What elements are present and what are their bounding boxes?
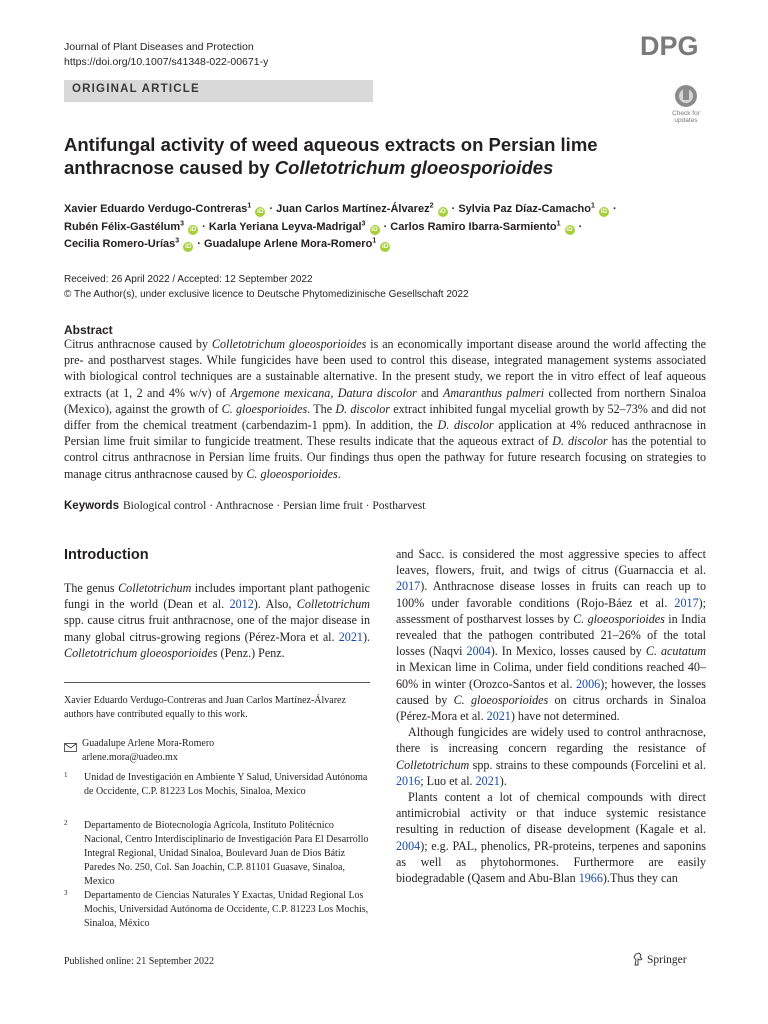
author-name: Xavier Eduardo Verdugo-Contreras [64, 203, 248, 215]
text-run: extract inhibited fungal mycelial growth by 52–73% and did not differ from the chemical treatment (carbendazim-1 ppm). In addition, the [64, 401, 706, 433]
text-run: C. gloesporioides [221, 401, 308, 416]
author-name: Juan Carlos Martínez-Álvarez [276, 203, 430, 215]
text-run: (Penz.) Penz. [217, 645, 285, 660]
check-updates-icon [666, 83, 706, 125]
orcid-icon[interactable]: iD [184, 243, 192, 251]
text-run: application at 4% reduced anthracnose in Persian lime fruit similar to fungicide treatment. These results indicate that the aqueous extract of [64, 418, 707, 449]
text-run: C. gloeosporioides [246, 466, 338, 481]
text-run: ); however, the losses caused by [396, 676, 706, 707]
copyright: © The Author(s), under exclusive licence to Deutsche Phytomedizinische Gesellschaft 2022 [64, 288, 469, 300]
orcid-icon[interactable]: iD [566, 225, 573, 233]
author-list: Xavier Eduardo Verdugo-Contreras$^1$ iD · Juan Carlos Martínez-Álvarez$^2$ iD · Sylvia Paz Díaz-Camacho$^1$ iD · Rubén Félix-Gastélum$^3$ iD · Karla Yeriana Leyva-Madrigal$^3$ iD · Carlos Ramiro Ibarra-Sarmiento$^1$ iD · Cecilia Romero-Urías$^3$ iD · Guadalupe Arlene Mora-Romero$^1$ iD [64, 202, 617, 251]
citation-link[interactable]: 2021 [475, 773, 500, 788]
author [276, 203, 448, 215]
author-name: Carlos Ramiro Ibarra-Sarmiento [390, 220, 557, 233]
orcid-icon[interactable]: iD [189, 225, 197, 233]
orcid-icon[interactable]: iD [600, 208, 608, 215]
author-affiliation-number: 2 [429, 202, 434, 210]
author [64, 203, 266, 215]
orcid-icon[interactable]: iD [371, 225, 378, 233]
citation-link[interactable]: 2004 [466, 644, 491, 659]
orcid-icon[interactable]: iD [439, 208, 446, 215]
author-affiliation-number: 1 [591, 202, 595, 210]
text-run: ).Thus they can [602, 871, 678, 886]
citation-link[interactable]: 2006 [576, 676, 601, 691]
text-run: ; Luo et al. [420, 773, 476, 788]
citation-link[interactable]: 2016 [396, 773, 421, 788]
corresponding-author [82, 737, 370, 765]
check-for-updates-badge[interactable] [666, 83, 706, 125]
text-run: ). In Mexico, losses caused by [490, 644, 646, 659]
abstract-heading: Abstract [64, 323, 113, 337]
text-run: is an economically important disease around the world affecting the pre- and postharvest stages. While fungicides have been used to control this disease, integrated management systems associated with biological control techniques are a sustainable alternative. In the present study, we report the in vitro effect of leaf aqueous extracts (at 1, 2 and 4% w/v) of [64, 337, 706, 400]
text-run: spp. cause citrus fruit anthracnose, one of the major disease in many global citrus-growing regions (Pérez-Mora et al. [64, 613, 370, 644]
text-run: includes important plant pathogenic fungi in the world (Dean et al. [64, 581, 370, 612]
affiliation-2: 2 Departamento de Biotecnología Agrícola, Instituto Politécnico Nacional, Centro Interdisciplinario de Investigación Para El Desarrollo Integral Regional, Unidad Sinaloa, Boulevard Juan de Dios Bátiz Paredes No. 250, Col. San Joachin, C.P. 81101 Guasave, Sinaloa, Mexico [64, 819, 369, 887]
text-run: D. discolor [552, 434, 608, 449]
springer-label: Springer [647, 954, 687, 966]
author [204, 238, 391, 250]
author-name: Sylvia Paz Díaz-Camacho [458, 203, 591, 215]
title-line-1: Antifungal activity of weed aqueous extracts on Persian lime [64, 134, 598, 155]
text-run: Colletotrichum [296, 597, 370, 612]
introduction-heading: Introduction [64, 547, 149, 563]
citation-link[interactable]: 1966 [578, 871, 603, 886]
corresponding-email[interactable]: arlene.mora@uadeo.mx [82, 752, 178, 763]
abstract-body [64, 336, 706, 482]
text-run: collected from northern Sinaloa (Mexico), against the growth of [64, 385, 706, 416]
text-run: Colletotrichum gloeosporioides [64, 645, 218, 660]
received-accepted: Received: 26 April 2022 / Accepted: 12 September 2022 [64, 274, 313, 285]
text-run: and Sacc. is considered the most aggressive species to affect leaves, flowers, fruit, and twigs of citrus (Guarnaccia et al. [396, 547, 706, 578]
affiliation-3: 3 Departamento de Ciencias Naturales Y Exactas, Unidad Regional Los Mochis, Universidad Autónoma de Occidente, C.P. 81223 Los Mochis, Sinaloa, México [64, 889, 369, 929]
dpg-logo [640, 30, 706, 62]
text-run: Citrus anthracnose caused by [64, 337, 212, 351]
keywords-text: Biological control · Anthracnose · Persian lime fruit · Postharvest [122, 500, 426, 512]
author-affiliation-number: 3 [361, 219, 366, 227]
contribution-note: Xavier Eduardo Verdugo-Contreras and Juan Carlos Martínez-Álvarez authors have contributed equally to this work. [64, 695, 346, 720]
author [458, 203, 610, 215]
text-run: D. discolor [437, 418, 494, 433]
footnote-divider [64, 682, 370, 683]
citation-link[interactable]: 2017 [674, 595, 699, 610]
journal-info [64, 40, 268, 70]
intro-paragraph [396, 789, 706, 886]
orcid-icon[interactable]: iD [257, 208, 264, 215]
text-run: spp. strains to these compounds (Forcelini et al. [469, 757, 706, 772]
text-run: Amaranthus palmeri [442, 385, 545, 400]
text-run: ); e.g. PAL, phenolics, PR-proteins, terpenes and saponins as well as phytohormones. Furthermore are easily biodegradable (Qasem and Abu-Blan [396, 838, 706, 886]
citation-link[interactable]: 2021 [338, 629, 363, 644]
text-run: C. gloeosporioides [573, 611, 665, 626]
doi-link[interactable]: https://doi.org/10.1007/s41348-022-00671-y [64, 56, 269, 68]
author-affiliation-number: 3 [180, 219, 185, 227]
envelope-icon [64, 739, 77, 748]
springer-horse-icon [632, 952, 644, 966]
text-run: Colletotrichum gloeosporioides [211, 337, 367, 351]
intro-paragraph [64, 580, 370, 661]
author-name: Guadalupe Arlene Mora-Romero [204, 238, 373, 251]
text-run: ). [499, 773, 507, 788]
text-run: ). Also, [253, 597, 297, 612]
text-run: in Mexican lime in Colima, under field conditions reached 40–60% in winter (Orozco-Santos et al. [396, 660, 706, 691]
author-name: Rubén Félix-Gastélum [64, 220, 181, 233]
intro-column-left [64, 580, 370, 661]
text-run: and [416, 385, 443, 400]
logo-text: DPG [640, 31, 699, 61]
text-run: C. gloeosporioides [453, 692, 549, 707]
author-affiliation-number: 1 [556, 219, 561, 227]
citation-link[interactable]: 2004 [396, 838, 421, 853]
intro-column-right [396, 546, 706, 886]
affiliation-1: 1 Unidad de Investigación en Ambiente Y Salud, Universidad Autónoma de Occidente, C.P. 81223 Los Mochis, Sinaloa, Mexico [64, 771, 368, 797]
text-run: , [330, 385, 338, 400]
intro-paragraph [396, 546, 706, 724]
text-run: Argemone mexicana [230, 385, 331, 400]
citation-link[interactable]: 2017 [396, 579, 421, 594]
text-run: Datura discolor [337, 385, 417, 400]
article-type: ORIGINAL ARTICLE [72, 83, 200, 95]
orcid-icon[interactable]: iD [382, 243, 389, 251]
article-title [64, 133, 684, 179]
author-name: Karla Yeriana Leyva-Madrigal [208, 220, 362, 233]
text-run: ); assessment of postharvest losses by [396, 595, 706, 626]
text-run: Plants content a lot of chemical compounds with direct antimicrobial activity or that induce systemic resistance resulting in reduction of disease development (Kagale et al. [396, 790, 706, 837]
text-run: . The [307, 401, 336, 416]
corresponding-name: Guadalupe Arlene Mora-Romero [82, 738, 215, 749]
citation-link[interactable]: 2021 [486, 709, 511, 724]
author-affiliation-number: 1 [372, 237, 377, 245]
article-dates [64, 273, 469, 302]
author-affiliation-number: 3 [175, 237, 180, 245]
text-run: ) have not determined. [510, 709, 620, 724]
springer-brand [632, 952, 687, 966]
author [64, 221, 199, 233]
author-affiliation-number: 1 [247, 202, 252, 210]
author [390, 221, 575, 233]
text-run: . [337, 466, 341, 481]
keywords [64, 500, 425, 512]
author [209, 221, 381, 233]
text-run: has the potential to control citrus anthracnose in Persian lime fruits. Our findings thus open the pathway for future research focusing on strategies to manage citrus anthracnose caused by [64, 434, 706, 481]
journal-name: Journal of Plant Diseases and Protection [64, 41, 254, 53]
text-run: on citrus orchards in Sinaloa (Pérez-Mora et al. [396, 692, 706, 724]
text-run: Although fungicides are widely used to control anthracnose, there is increasing concern regarding the resistance of [396, 725, 706, 756]
text-run: ). [362, 629, 370, 644]
citation-link[interactable]: 2012 [229, 597, 254, 612]
text-run: The genus [64, 581, 119, 595]
published-date: Published online: 21 September 2022 [64, 956, 214, 967]
svg-text:updates: updates [674, 117, 698, 124]
intro-paragraph [396, 724, 706, 789]
text-run: in India revealed that the pathogen contributed 21–26% of the total losses (Naqvi [396, 611, 706, 659]
title-line-2: anthracnose caused by Colletotrichum gloeosporioides [64, 157, 554, 178]
text-run: Colletotrichum [396, 757, 470, 772]
keywords-label: Keywords [64, 500, 119, 512]
author [64, 238, 194, 250]
text-run: C. acutatum [645, 644, 707, 659]
text-run: Colletotrichum [118, 581, 192, 595]
text-run: ). Anthracnose disease losses in fruits can reach up to 100% under favorable conditions (Rojo-Báez et al. [396, 579, 706, 610]
svg-text:Check for: Check for [672, 110, 700, 117]
author-name: Cecilia Romero-Urías [64, 238, 176, 251]
text-run: D. discolor [335, 401, 390, 416]
